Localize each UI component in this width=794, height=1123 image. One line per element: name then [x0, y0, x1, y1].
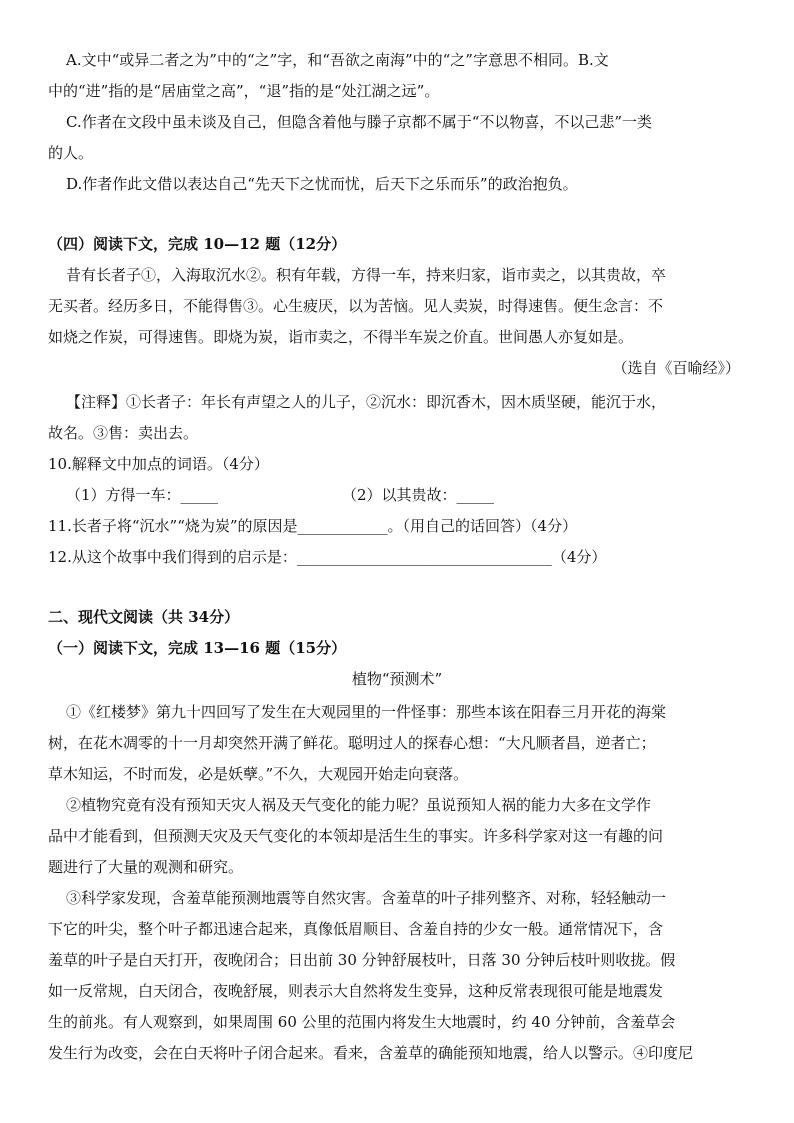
classical-text-line-3: 如烧之作炭，可得速售。即烧为炭，诣市卖之，不得半车炭之价直。世间愚人亦复如是。 — [48, 328, 634, 346]
annotation-line-1: 【注释】①长者子：年长有声望之人的儿子，②沉水：即沉香木，因木质坚硬，能沉于水， — [66, 393, 667, 411]
option-a-line-2: 中的“进”指的是“居庙堂之高”，“退”指的是“处江湖之远”。 — [48, 82, 440, 100]
option-a-line-1: A.文中“或异二者之为”中的“之”字，和“吾欲之南海”中的“之”字意思不相同。B.文 — [66, 51, 609, 69]
paragraph-2-line-3: 题进行了大量的观测和研究。 — [48, 858, 244, 876]
source-citation: （选自《百喻经》） — [612, 359, 740, 377]
paragraph-1-line-3: 草木知运，不时而发，必是妖孽。”不久，大观园开始走向衰落。 — [48, 765, 469, 783]
question-11: 11.长者子将“沉水”“烧为炭”的原因是____________。（用自己的话回答）（4分） — [48, 517, 578, 535]
paragraph-3-line-1: ③科学家发现，含羞草能预测地震等自然灾害。含羞草的叶子排列整齐、对称，轻轻触动一 — [66, 889, 667, 907]
paragraph-2-line-2: 品中才能看到，但预测天灾及天气变化的本领却是活生生的事实。许多科学家对这一有趣的问 — [48, 827, 664, 845]
section4-heading: （四）阅读下文，完成 10—12 题（12分） — [48, 235, 347, 253]
classical-text-line-2: 无买者。经历多日，不能得售③。心生疲厌，以为苦恼。见人卖炭，时得速售。便生念言：不 — [48, 297, 664, 315]
option-c-line-1: C.作者在文段中虽未谈及自己，但隐含着他与滕子京都不属于“不以物喜，不以己悲”一类 — [66, 113, 653, 131]
paragraph-3-line-3: 羞草的叶子是白天打开，夜晚闭合；日出前 30 分钟舒展枝叶，日落 30 分钟后枝叶则收拢。假 — [48, 951, 676, 969]
question-12: 12.从这个故事中我们得到的启示是：__________________________________（4分） — [48, 548, 607, 566]
paragraph-3-line-5: 生的前兆。有人观察到，如果周围 60 公里的范围内将发生大地震时，约 40 分钟前，含羞草会 — [48, 1013, 676, 1031]
question-10-item-2: （2）以其贵故：_____ — [342, 486, 495, 504]
option-c-line-2: 的人。 — [48, 144, 94, 162]
classical-text-line-1: 昔有长者子①，入海取沉水②。积有年载，方得一车，持来归家，诣市卖之，以其贵故，卒 — [66, 266, 667, 284]
part2-heading: 二、现代文阅读（共 34分） — [48, 608, 240, 626]
article-title: 植物“预测术” — [351, 670, 443, 688]
paragraph-1-line-2: 树，在花木凋零的十一月却突然开满了鲜花。聪明过人的探春心想：“大凡顺者昌，逆者亡； — [48, 734, 656, 752]
paragraph-3-line-4: 如一反常规，白天闭合，夜晚舒展，则表示大自然将发生变异，这种反常表现很可能是地震发 — [48, 982, 664, 1000]
paragraph-3-line-6: 发生行为改变，会在白天将叶子闭合起来。看来，含羞草的确能预知地震，给人以警示。④印度尼 — [48, 1044, 694, 1062]
part2-sub-heading: （一）阅读下文，完成 13—16 题（15分） — [48, 639, 347, 657]
paragraph-3-line-2: 下它的叶尖，整个叶子都迅速合起来，真像低眉顺目、含羞自持的少女一般。通常情况下，含 — [48, 920, 664, 938]
option-d-line: D.作者作此文借以表达自己“先天下之忧而忧，后天下之乐而乐”的政治抱负。 — [66, 175, 578, 193]
paragraph-2-line-1: ②植物究竟有没有预知天灾人祸及天气变化的能力呢？虽说预知人祸的能力大多在文学作 — [66, 796, 652, 814]
annotation-line-2: 故名。③售：卖出去。 — [48, 424, 199, 442]
question-10: 10.解释文中加点的词语。（4分） — [48, 455, 269, 473]
paragraph-1-line-1: ①《红楼梦》第九十四回写了发生在大观园里的一件怪事：那些本该在阳春三月开花的海棠 — [66, 703, 667, 721]
question-10-item-1: （1）方得一车：_____ — [66, 486, 219, 504]
